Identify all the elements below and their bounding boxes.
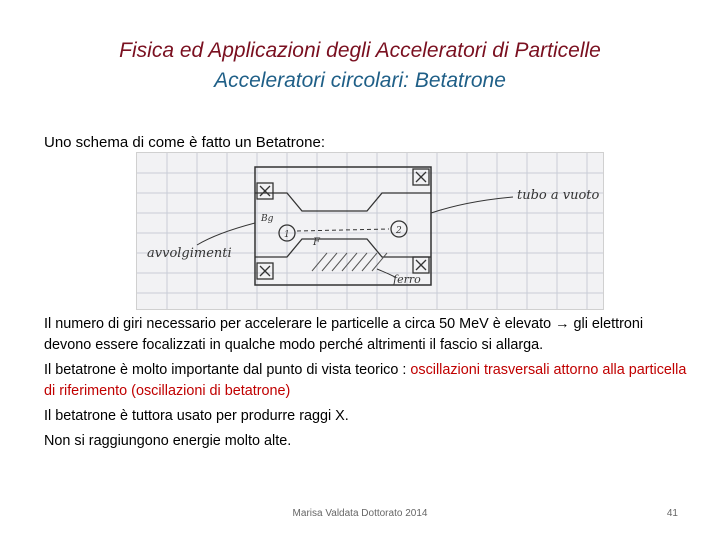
lower-pole xyxy=(255,239,431,257)
paragraph-3: Il betatrone è tuttora usato per produrre raggi X. xyxy=(44,408,349,424)
betatron-sketch-drawing xyxy=(137,153,603,309)
label-tubo: tubo a vuoto xyxy=(517,188,600,203)
paragraph-1 xyxy=(44,314,694,356)
label-f: F xyxy=(313,237,320,248)
coil-cross-icon xyxy=(416,260,426,270)
p1-text-b: gli elettroni devono essere focalizzati in qualche modo perché altrimenti il fascio si allarga. xyxy=(44,316,644,353)
betatron-sketch xyxy=(136,152,604,310)
intro-text: Uno schema di come è fatto un Betatrone: xyxy=(44,134,325,151)
orbit-axis xyxy=(297,229,389,231)
iron-hatching xyxy=(312,253,387,271)
label-bg: Bg xyxy=(261,214,274,224)
label-1: 1 xyxy=(284,230,290,240)
coil-cross-icon xyxy=(260,266,270,276)
paragraph-4: Non si raggiungono energie molto alte. xyxy=(44,433,292,449)
p2-highlight: oscillazioni trasversali attorno alla particella di riferimento (oscillazioni di betatrone) xyxy=(44,362,687,399)
label-ferro: ferro xyxy=(393,273,421,286)
paragraph-2 xyxy=(44,360,694,402)
coil-pointer xyxy=(197,223,255,245)
arrow-icon: → xyxy=(555,316,570,332)
title-line-1: Fisica ed Applicazioni degli Acceleratori di Particelle xyxy=(119,39,601,62)
p2-text-a: Il betatrone è molto importante dal punto di vista teorico : xyxy=(44,362,411,378)
p1-text-a: Il numero di giri necessario per accelerare le particelle a circa 50 MeV è elevato xyxy=(44,316,556,332)
tube-pointer xyxy=(431,197,513,213)
yoke-outline xyxy=(255,167,431,285)
page-number: 41 xyxy=(666,508,678,519)
coil-cross-icon xyxy=(260,186,270,196)
title-line-2: Acceleratori circolari: Betatrone xyxy=(214,69,506,92)
slide-title xyxy=(0,36,720,96)
slide-body xyxy=(44,314,694,456)
footer-author: Marisa Valdata Dottorato 2014 xyxy=(292,508,428,519)
upper-pole xyxy=(255,193,431,211)
label-2: 2 xyxy=(396,226,402,236)
label-avvolgimenti: avvolgimenti xyxy=(147,246,232,261)
